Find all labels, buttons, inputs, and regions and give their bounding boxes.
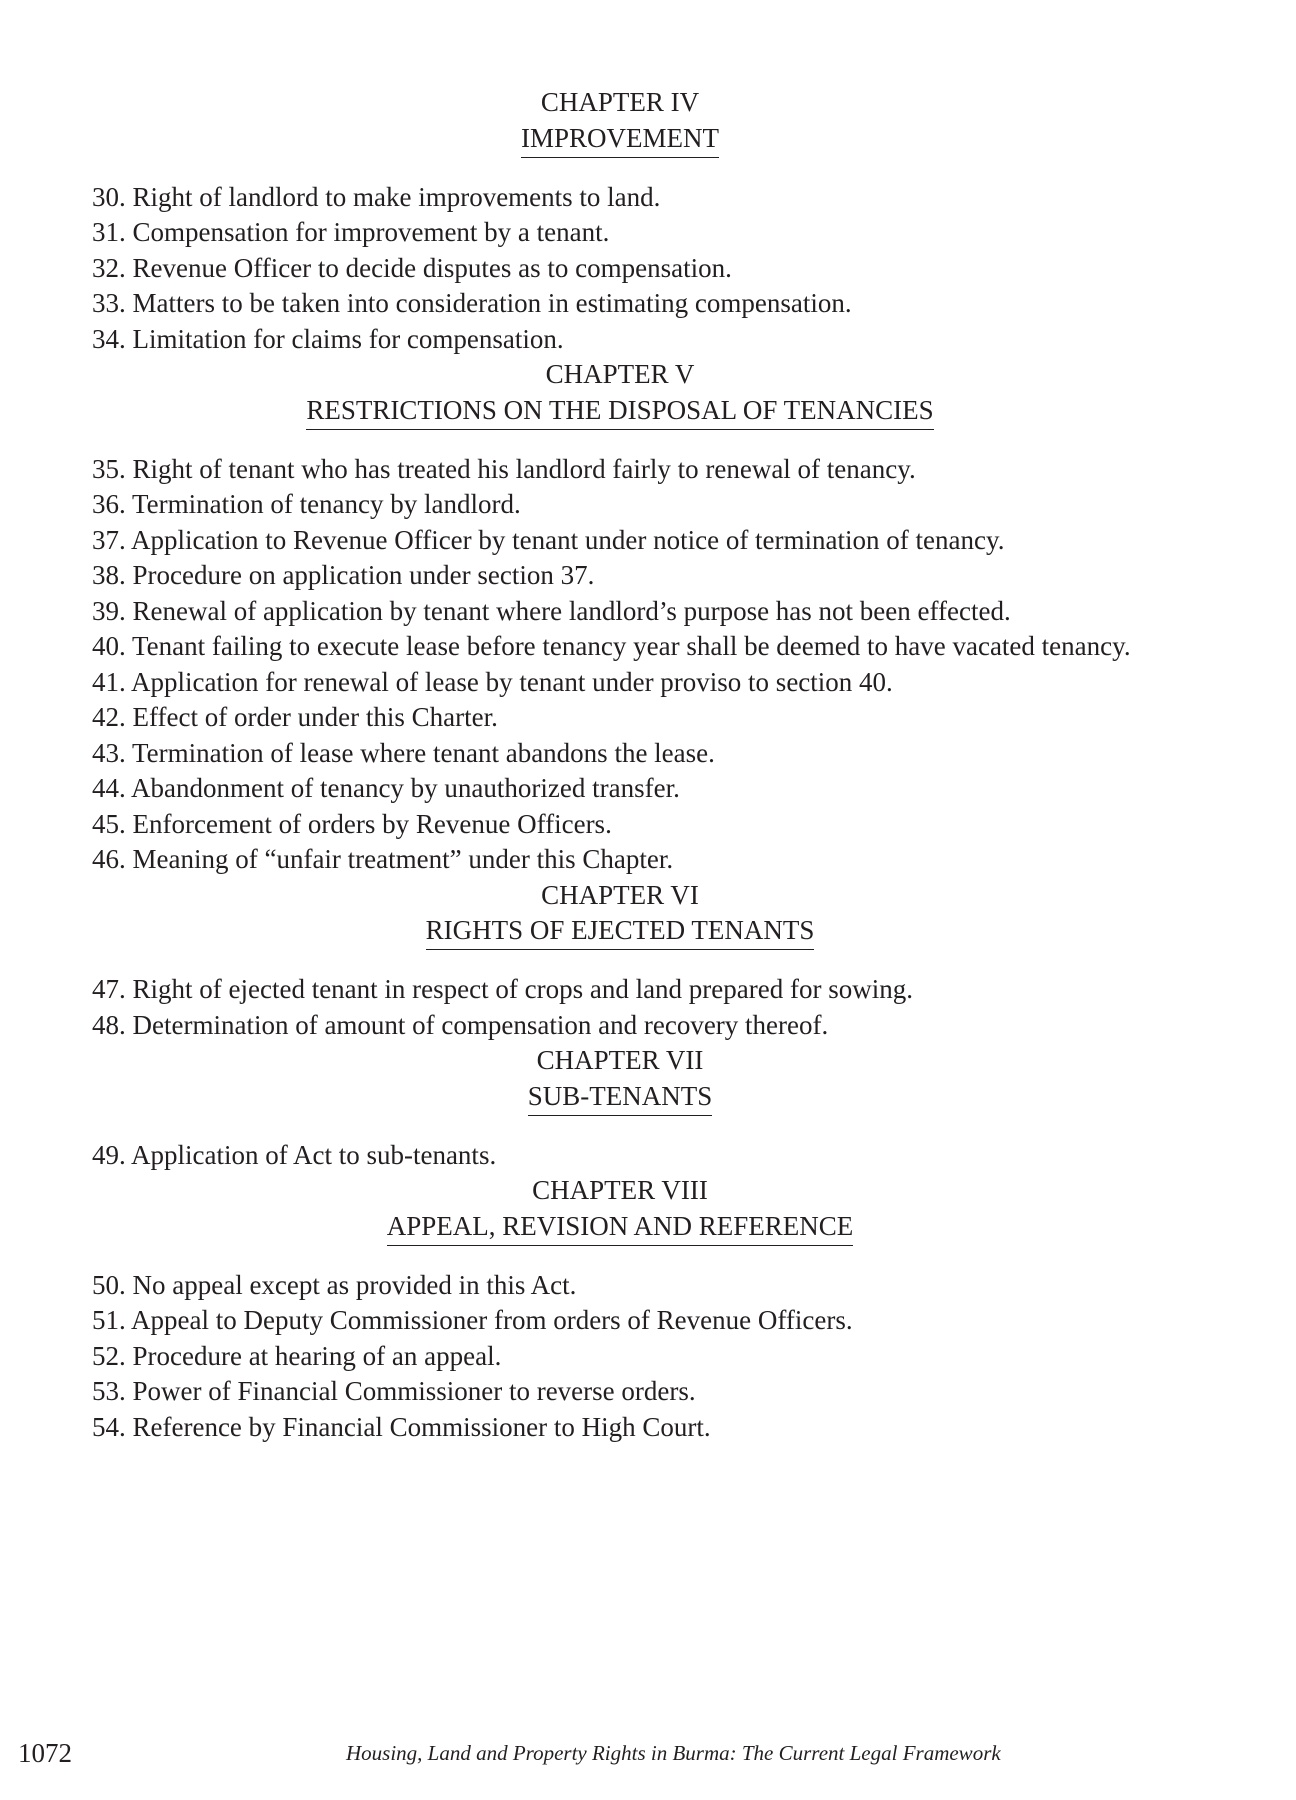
list-item: 32. Revenue Officer to decide disputes as to compensation. [92, 252, 732, 283]
page-footer [0, 1738, 1296, 1774]
chapter-section [92, 85, 1148, 357]
section-list [92, 180, 1148, 358]
chapter-title: RESTRICTIONS ON THE DISPOSAL OF TENANCIES [306, 394, 933, 430]
list-item: 37. Application to Revenue Officer by tenant under notice of termination of tenancy. [92, 524, 1005, 555]
list-item: 54. Reference by Financial Commissioner to High Court. [92, 1411, 711, 1442]
running-title: Housing, Land and Property Rights in Burma: The Current Legal Framework [346, 1741, 1001, 1765]
list-item: 42. Effect of order under this Charter. [92, 702, 498, 732]
table-of-contents [92, 85, 1148, 1445]
chapter-title: IMPROVEMENT [521, 122, 719, 158]
chapter-number: CHAPTER VIII [532, 1175, 708, 1205]
list-item: 41. Application for renewal of lease by tenant under proviso to section 40. [92, 666, 893, 697]
chapter-number: CHAPTER VII [536, 1045, 704, 1075]
list-item: 46. Meaning of “unfair treatment” under this Chapter. [92, 844, 674, 874]
list-item: 39. Renewal of application by tenant where landlord’s purpose has not been effected. [92, 595, 1011, 626]
list-item: 51. Appeal to Deputy Commissioner from orders of Revenue Officers. [92, 1305, 853, 1335]
list-item: 47. Right of ejected tenant in respect of crops and land prepared for sowing. [92, 974, 913, 1004]
section-list [92, 452, 1148, 878]
chapter-section [92, 1043, 1148, 1173]
list-item: 30. Right of landlord to make improvements to land. [92, 181, 661, 212]
chapter-title: RIGHTS OF EJECTED TENANTS [426, 914, 815, 950]
list-item: 49. Application of Act to sub-tenants. [92, 1139, 497, 1170]
chapter-number: CHAPTER VI [541, 879, 699, 910]
chapter-section [92, 357, 1148, 878]
list-item: 33. Matters to be taken into consideration in estimating compensation. [92, 288, 852, 318]
chapter-heading [92, 357, 1148, 430]
section-list [92, 1268, 1148, 1446]
list-item: 53. Power of Financial Commissioner to reverse orders. [92, 1376, 696, 1406]
list-item: 35. Right of tenant who has treated his landlord fairly to renewal of tenancy. [92, 453, 916, 484]
list-item: 50. No appeal except as provided in this Act. [92, 1269, 577, 1300]
list-item: 44. Abandonment of tenancy by unauthorized transfer. [92, 773, 680, 803]
list-item: 48. Determination of amount of compensation and recovery thereof. [92, 1009, 829, 1040]
chapter-heading [92, 1173, 1148, 1246]
chapter-title: APPEAL, REVISION AND REFERENCE [387, 1210, 854, 1246]
list-item: 52. Procedure at hearing of an appeal. [92, 1340, 502, 1371]
chapter-number: CHAPTER V [545, 359, 695, 389]
list-item: 40. Tenant failing to execute lease before tenancy year shall be deemed to have vacated tenancy. [92, 631, 1131, 661]
list-item: 45. Enforcement of orders by Revenue Officers. [92, 808, 612, 839]
list-item: 43. Termination of lease where tenant abandons the lease. [92, 737, 715, 768]
list-item: 34. Limitation for claims for compensation. [92, 323, 564, 354]
chapter-heading [92, 878, 1148, 951]
section-list [92, 972, 1148, 1043]
page-number: 1072 [18, 1738, 72, 1768]
chapter-section [92, 1173, 1148, 1445]
section-list [92, 1138, 1148, 1174]
list-item: 38. Procedure on application under section 37. [92, 560, 595, 590]
chapter-heading [92, 1043, 1148, 1116]
list-item: 36. Termination of tenancy by landlord. [92, 489, 521, 519]
list-item: 31. Compensation for improvement by a tenant. [92, 217, 610, 247]
chapter-title: SUB-TENANTS [528, 1080, 713, 1116]
chapter-number: CHAPTER IV [540, 87, 700, 117]
chapter-section [92, 878, 1148, 1044]
chapter-heading [92, 85, 1148, 158]
